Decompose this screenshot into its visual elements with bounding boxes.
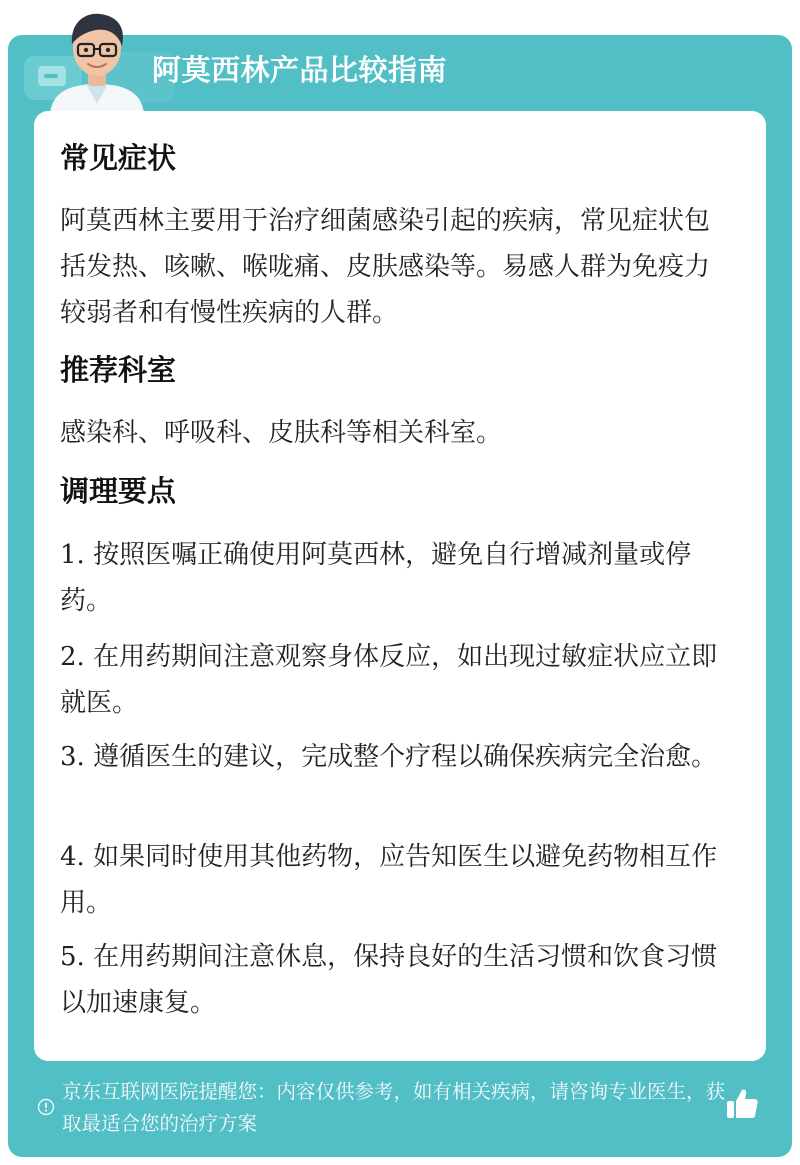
thumbs-up-icon[interactable] — [724, 1086, 760, 1122]
care-tip-text: 按照医嘱正确使用阿莫西林，避免自行增减剂量或停药。 — [60, 540, 692, 616]
departments-text: 感染科、呼吸科、皮肤科等相关科室。 — [60, 418, 503, 448]
care-tip-item — [60, 934, 728, 1026]
care-tip-item — [60, 834, 728, 926]
symptoms-text: 阿莫西林主要用于治疗细菌感染引起的疾病，常见症状包括发热、咳嗽、喉咙痛、皮肤感染等。易感人群为免疫力较弱者和有慢性疾病的人群。 — [60, 206, 711, 328]
section-heading-departments: 推荐科室 — [60, 353, 177, 387]
care-tip-number: 2. — [60, 642, 85, 672]
disclaimer-text: 京东互联网医院提醒您：内容仅供参考，如有相关疾病，请咨询专业医生，获取最适合您的治疗方案 — [62, 1080, 726, 1135]
care-tip-number: 3. — [60, 742, 85, 772]
care-tip-item — [60, 734, 728, 780]
care-tip-number: 5. — [60, 942, 85, 972]
info-icon — [37, 1098, 55, 1116]
care-tip-text: 在用药期间注意休息，保持良好的生活习惯和饮食习惯以加速康复。 — [60, 942, 718, 1018]
care-tip-text: 遵循医生的建议，完成整个疗程以确保疾病完全治愈。 — [93, 742, 718, 772]
care-tip-number: 1. — [60, 540, 85, 570]
care-tip-text: 在用药期间注意观察身体反应，如出现过敏症状应立即就医。 — [60, 642, 718, 718]
section-heading-care-tips: 调理要点 — [60, 474, 177, 508]
care-tip-item — [60, 634, 728, 726]
care-tip-item — [60, 532, 728, 624]
page-title: 阿莫西林产品比较指南 — [152, 53, 448, 87]
care-tip-text: 如果同时使用其他药物，应告知医生以避免药物相互作用。 — [60, 842, 718, 918]
doctor-avatar — [42, 8, 152, 114]
care-tip-number: 4. — [60, 842, 85, 872]
section-heading-symptoms: 常见症状 — [60, 141, 177, 175]
